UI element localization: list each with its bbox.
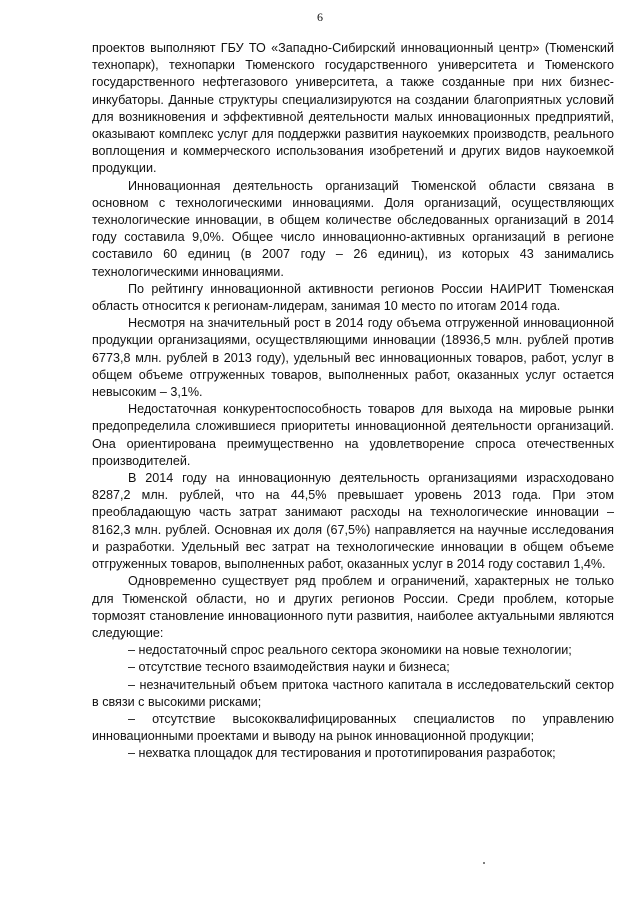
- paragraph-competitiveness: Недостаточная конкурентоспособность товаров для выхода на мировые рынки предопределила сложившиеся приоритеты инновационной деятельности организаций. Она ориентирована преимущественно на удовлетворение спроса отечественных производителей.: [92, 402, 614, 468]
- paragraph-innovation-activity: Инновационная деятельность организаций Тюменской области связана в основном с технологическими инновациями. Доля организаций, осуществляющих технологические инновации, в общем количестве обследованных организаций в 2014 году составила 9,0%. Общее число инновационно-активных организаций в регионе составило 60 единиц (в 2007 году – 26 единиц), из которых 43 занимались технологическими инновациями.: [92, 178, 614, 279]
- list-item: – недостаточный спрос реального сектора экономики на новые технологии;: [128, 643, 572, 658]
- paragraph-continued: проектов выполняют ГБУ ТО «Западно-Сибирский инновационный центр» (Тюменский технопарк), технопарки Тюменского государственного университета и Тюменского государственного нефтегазового университета, а также созданные при них бизнес-инкубаторы. Данные структуры специализируются на создании благоприятных условий для возникновения и эффективной деятельности малых инновационных предприятий, оказывают комплекс услуг для поддержки развития наукоемких производств, реального воплощения и коммерческого использования изобретений и других видов наукоемкой продукции.: [92, 41, 614, 176]
- paragraph-expenses: В 2014 году на инновационную деятельность организациями израсходовано 8287,2 млн. рублей, что на 44,5% превышает уровень 2013 года. При этом преобладающую часть затрат занимают расходы на технологические инновации – 8162,3 млн. рублей. Основная их доля (67,5%) направляется на научные исследования и разработки. Удельный вес затрат на технологические инновации в общем объеме отгруженных товаров, выполненных работ, оказанных услуг в 2014 году составил 1,4%.: [92, 471, 614, 572]
- paragraph-rating: По рейтингу инновационной активности регионов России НАИРИТ Тюменская область относится к регионам-лидерам, занимая 10 место по итогам 2014 года.: [92, 281, 614, 314]
- document-body: [92, 40, 614, 763]
- list-item: – отсутствие тесного взаимодействия науки и бизнеса;: [128, 660, 450, 675]
- page-number: 6: [317, 10, 323, 24]
- scan-speck: [483, 862, 485, 864]
- list-item: – отсутствие высококвалифицированных специалистов по управлению инновационными проектами и выводу на рынок инновационной продукции;: [92, 711, 614, 744]
- list-item: – нехватка площадок для тестирования и прототипирования разработок;: [128, 746, 556, 761]
- paragraph-shipped-products: Несмотря на значительный рост в 2014 году объема отгруженной инновационной продукции организациями, осуществляющими инновации (18936,5 млн. рублей против 6773,8 млн. рублей в 2013 году), удельный вес инновационных товаров, работ, услуг в общем объеме отгруженных товаров, выполненных работ, оказанных услуг остается невысоким – 3,1%.: [92, 316, 614, 400]
- list-item: – незначительный объем притока частного капитала в исследовательский сектор в связи с высокими рисками;: [92, 677, 614, 709]
- paragraph-problems-intro: Одновременно существует ряд проблем и ограничений, характерных не только для Тюменской области, но и других регионов России. Среди проблем, которые тормозят становление инновационного пути развития, наиболее актуальными являются следующие:: [92, 574, 614, 640]
